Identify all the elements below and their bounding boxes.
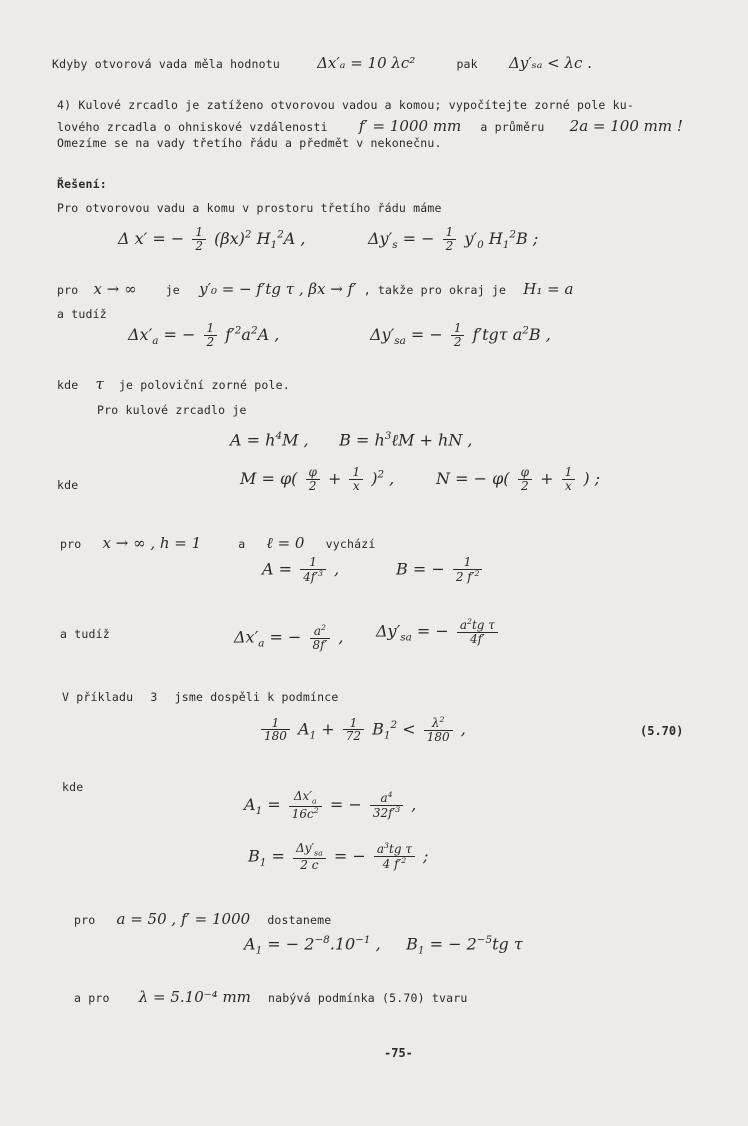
text-l3a: lového zrcadla o ohniskové vzdálenosti: [57, 120, 328, 134]
text-l8: a tudíž: [57, 307, 107, 321]
equation-delta-y-sa-value: $\Delta y'_{sa}$ = − $\frac{a^2tg \tau}{4f'}$: [376, 618, 501, 646]
eq-lambda: λ = 5.10⁻⁴ mm: [138, 988, 251, 1006]
text-a-pro: a pro: [74, 991, 110, 1005]
text-line-6: [57, 201, 442, 215]
text-l6: Pro otvorovou vadu a komu v prostoru třetího řádu máme: [57, 201, 442, 215]
equation-N: N = − φ( $\frac{\varphi}{2}$ + $\frac{1}{x}$ ) ;: [436, 465, 601, 493]
eq-diameter: 2a = 100 mm !: [569, 117, 683, 135]
text-line-9: [57, 375, 290, 393]
equation-A1: $A_1$ = $\frac{\Delta x'_a}{16c^2}$ = − $\frac{a^4}{32f'^3}$ ,: [244, 789, 417, 821]
text-kde-3: kde: [62, 780, 84, 794]
text-l3b: a průměru: [480, 120, 545, 134]
text-vychazi: vychází: [325, 537, 376, 551]
text-line-17: [74, 988, 468, 1006]
eq-tau: τ: [95, 375, 104, 393]
text-je: je: [165, 283, 180, 297]
eq-l-0: ℓ = 0: [266, 534, 305, 552]
equation-B1: $B_1$ = $\frac{\Delta y'_{sa}}{2 c}$ = − $\frac{a^3tg \tau}{4 f'^2}$ ;: [248, 841, 429, 872]
eq-y0: y′₀ = − f′tg τ , βx → f′: [199, 280, 357, 298]
text-line-16: [74, 910, 331, 928]
eq-x-inf: x → ∞: [93, 280, 137, 298]
text-l17b: nabývá podmínka (5.70) tvaru: [268, 991, 468, 1005]
equation-delta-y-sa: $\Delta y'_{sa}$ = − $\frac{1}{2}$ f′tgτ $a^2B$ ,: [370, 321, 551, 349]
eq-l1b: Δy′ₛₐ < λc .: [508, 54, 592, 72]
equation-delta-x-a-value: $\Delta x'_a$ = − $\frac{a^2}{8f'}$ ,: [234, 623, 344, 652]
text-a: a: [238, 537, 246, 551]
text-l4: Omezíme se na vady třetího řádu a předmět v nekonečnu.: [57, 136, 442, 150]
text-line-15: [62, 780, 83, 794]
equation-condition: $\frac{1}{180}$ $A_1$ + $\frac{1}{72}$ $B_1^2$ < $\frac{\lambda^2}{180}$ ,: [258, 716, 466, 744]
equation-A-B: $A = h^4M$ , $B = h^3\ell M$ + hN ,: [230, 430, 473, 450]
text-l14b: jsme dospěli k podmínce: [174, 690, 339, 704]
equation-delta-y: $\Delta y'_s$ = − $\frac{1}{2}$ $y'_0$ $H_1^2B$ ;: [368, 225, 539, 253]
text-line-2: [57, 98, 634, 112]
text-l13: a tudíž: [60, 627, 110, 641]
text-line-13: [60, 627, 110, 641]
text-takze: , takže pro okraj je: [363, 283, 507, 297]
text-l5: Řešení:: [57, 177, 107, 191]
text-pak: pak: [456, 57, 478, 71]
equation-M: M = φ( $\frac{\varphi}{2}$ + $\frac{1}{x}$ )$^2$ ,: [240, 465, 395, 493]
equation-delta-x-a: $\Delta x'_a$ = − $\frac{1}{2}$ $f'^2a^2A$ ,: [128, 321, 280, 349]
solution-heading: [57, 177, 107, 191]
text-line-4: [57, 136, 442, 150]
text-kde-1: kde: [57, 378, 79, 392]
eq-focal: f′ = 1000 mm: [358, 117, 462, 135]
text-line-8: [57, 307, 107, 321]
equation-number: (5.70): [640, 724, 684, 738]
text-line-12: [60, 534, 375, 553]
text-line-14: [62, 690, 338, 704]
equation-A-value: A = $\frac{1}{4f'^3}$ ,: [262, 555, 340, 584]
equation-delta-x: Δ x′ = − $\frac{1}{2}$ $(\beta x)^2$ $H_1^2A$ ,: [118, 225, 306, 253]
text-line-11: [57, 478, 78, 492]
text-l14a: V příkladu: [62, 690, 134, 704]
eq-h1: H₁ = a: [523, 280, 574, 298]
text-line-10: [97, 403, 247, 417]
text-pro-3: pro: [74, 913, 96, 927]
text-l9b: je poloviční zorné pole.: [118, 378, 290, 392]
page-number: -75-: [384, 1046, 413, 1060]
text-line-1: [52, 54, 592, 72]
eq-l1: Δx′ₐ = 10 λc²: [317, 54, 416, 72]
text-example-number: 3: [150, 690, 158, 704]
text-l1: Kdyby otvorová vada měla hodnotu: [52, 57, 280, 71]
text-l10: Pro kulové zrcadlo je: [97, 403, 247, 417]
eq-a-50: a = 50 , f′ = 1000: [116, 910, 251, 928]
text-l2: 4) Kulové zrcadlo je zatíženo otvorovou vadou a komou; vypočítejte zorné pole ku-: [57, 98, 635, 112]
eq-h-1: x → ∞ , h = 1: [102, 534, 202, 552]
text-pro-2: pro: [60, 537, 82, 551]
text-line-7: [57, 280, 573, 298]
text-kde-2: kde: [57, 478, 79, 492]
equation-A1-B1-values: $A_1$ = − $2^{-8}.10^{-1}$ , $B_1$ = − $2^{-5}tg$ τ: [244, 934, 523, 957]
text-pro: pro: [57, 283, 79, 297]
text-dostaneme: dostaneme: [267, 913, 332, 927]
text-line-3: [57, 117, 683, 135]
equation-B-value: B = − $\frac{1}{2 f'^2}$: [396, 556, 485, 584]
